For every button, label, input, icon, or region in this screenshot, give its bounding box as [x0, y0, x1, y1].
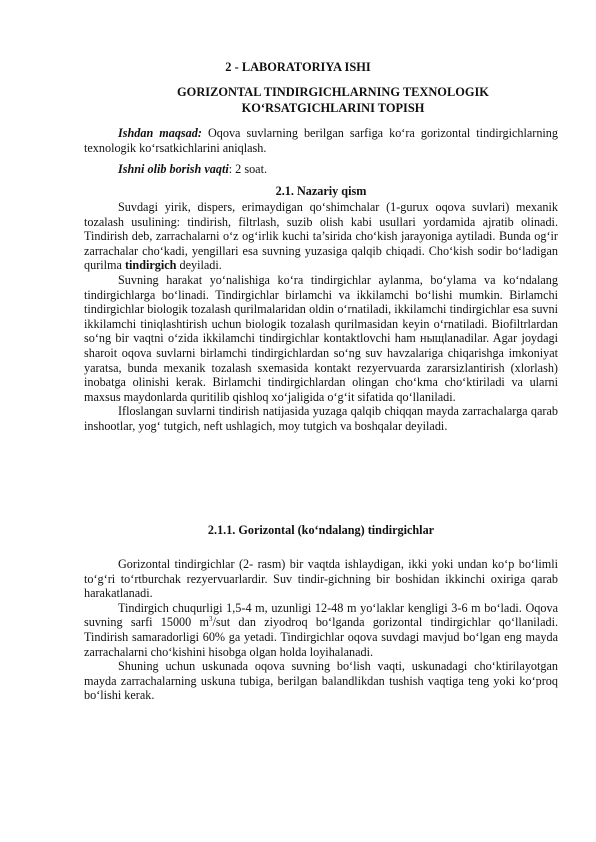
purpose-paragraph	[84, 126, 558, 155]
paragraph-1	[84, 200, 558, 273]
purpose-block	[84, 126, 558, 155]
main-title	[90, 84, 576, 116]
paragraph-5-text: Tindirgich chuqurligi 1,5-4 m, uzunligi 12-48 m yo‘laklar kengligi 3-6 m bo‘ladi. Oqova suvning sarfi 15000 m	[84, 600, 558, 630]
time-text: : 2 soat.	[228, 162, 268, 176]
purpose-label: Ishdan maqsad:	[118, 126, 202, 140]
main-title-line-2: KO‘RSATGICHLARINI TOPISH	[241, 101, 425, 115]
paragraph-1-text: Suvdagi yirik, dispers, erimaydigan qo‘shimchalar (1-gurux oqova suvlari) mexanik tozalash usulining: tindirish, filtrlash, suzib olish kabi usullari yordamida ajratib olinadi. Tindirish deb, zarrachalarni o‘z og‘irlik kuchi ta’sirida cho‘kish jarayoniga aytiladi. Bunda og‘ir zarrachalar cho‘kadi, yengillari esa suvning yuzasiga qalqib chiqadi. Cho‘kish sodir bo‘ladigan qurilma	[84, 200, 558, 273]
time-block	[84, 162, 558, 177]
theory-text	[84, 200, 558, 434]
horizontal-settlers-text	[84, 557, 558, 703]
time-paragraph	[84, 162, 558, 177]
main-title-line-1: GORIZONTAL TINDIRGICHLARNING TEXNOLOGIK	[177, 85, 489, 99]
subsection-heading: 2.1.1. Gorizontal (ko‘ndalang) tindirgichlar	[207, 523, 435, 537]
paragraph-5-end: /sut dan ziyodroq bo‘lganda gorizontal tindirgichlar qo‘llaniladi. Tindirish samaradorligi 60% ga yetadi. Tindirgichlar oqova suvdagi mavjud bo‘lgan eng mayda zarrachalarni cho‘kishini hisobga olgan holda loyihalanadi.	[84, 615, 559, 659]
section-heading: 2.1. Nazariy qism	[275, 184, 367, 198]
lab-title: 2 - LABORATORIYA ISHI	[225, 60, 371, 74]
paragraph-3: Ifloslangan suvlarni tindirish natijasida yuzaga qalqib chiqqan mayda zarrachalarga qarab inshootlar, yog‘ tutgich, neft ushlagich, moy tutgich va boshqalar deyiladi.	[84, 404, 558, 433]
paragraph-2: Suvning harakat yo‘nalishiga ko‘ra tindirgichlar aylanma, bo‘ylama va ko‘ndalang tindirgichlarga bo‘linadi. Tindirgichlar birlamchi va ikkilamchi bo‘lishi mumkin. Birlamchi tindirgichlar biologik tozalash qurilmalaridan oldin o‘rnatiladi, ikkilamchi tindirgichlar esa suvni ikkilamchi tiniqlashtirish uchun biologik tozalash qurilmasidan keyin o‘rnatiladi. Biofiltrlardan so‘ng bir vaqtni o‘zida ikkilamchi tindirgichlar kontaktlovchi ham ныщlanadilar. Agar joydagi sharoit oqova suvlarni birlamchi tindirgichlardan so‘ng suv havzalariga chiqarishga imkoniyat yaratsa, bunda mexanik tozalash sxemasida kontakt rezyervuarda zararsizlantirish (xlorlash) inobatga olinishi kerak. Birlamchi tindirgichlardan olingan cho‘kma cho‘ktiriladi va ularni maxsus maydonlarda quritilib qishloq xo‘jaligida o‘g‘it sifatida qo‘llaniladi.	[84, 272, 558, 404]
purpose-text: Oqova suvlarning berilgan sarfiga ko‘ra gorizontal tindirgichlarning texnologik ko‘rsatkichlarini aniqlash.	[84, 126, 558, 155]
paragraph-4: Gorizontal tindirgichlar (2- rasm) bir vaqtda ishlaydigan, ikki yoki undan ko‘p bo‘limli to‘g‘ri to‘rtburchak rezyervuarlardir. Suv tindir-gichning bir boshidan ikkinchi oxiriga qarab harakatlanadi.	[84, 557, 558, 601]
paragraph-6: Shuning uchun uskunada oqova suvning bo‘lish vaqti, uskunadagi cho‘ktirilayotgan mayda zarrachalarning uskuna tubiga, berilgan balandlikdan tushish vaqtiga teng yoki ko‘proq bo‘lishi kerak.	[84, 659, 558, 703]
cubic-superscript: 3	[209, 615, 213, 624]
paragraph-5	[84, 601, 558, 659]
paragraph-1-end: deyiladi.	[176, 258, 222, 273]
paragraph-1-bold-term: tindirgich	[124, 258, 177, 273]
time-label: Ishni olib borish vaqti	[118, 162, 229, 176]
